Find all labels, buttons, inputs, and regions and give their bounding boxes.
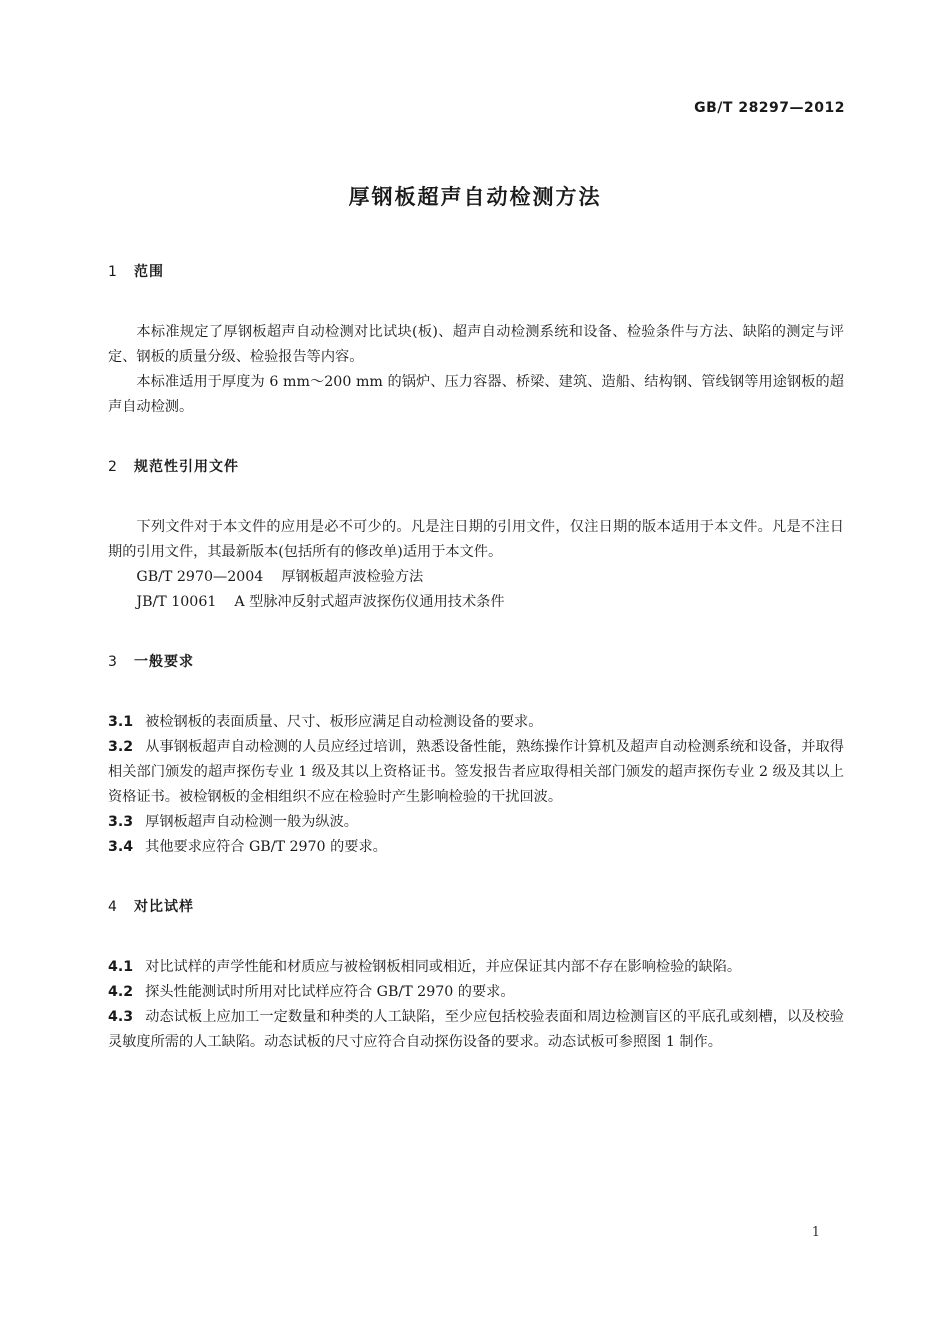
- clause-text: 对比试样的声学性能和材质应与被检钢板相同或相近，并应保证其内部不存在影响检验的缺陷。: [145, 959, 742, 975]
- paragraph: 下列文件对于本文件的应用是必不可少的。凡是注日期的引用文件，仅注日期的版本适用于本文件。凡是不注日期的引用文件，其最新版本(包括所有的修改单)适用于本文件。: [108, 519, 844, 560]
- section-title: 对比试样: [134, 899, 194, 915]
- reference-title: 厚钢板超声波检验方法: [281, 569, 424, 585]
- reference-code: JB/T 10061: [136, 594, 217, 610]
- clause: [108, 980, 844, 1005]
- clause: [108, 835, 844, 860]
- clause-number: 4.2: [108, 984, 134, 1000]
- clause: [108, 735, 844, 810]
- clause-number: 3.2: [108, 739, 134, 755]
- section-number: 1: [108, 264, 118, 280]
- clause-text: 动态试板上应加工一定数量和种类的人工缺陷，至少应包括校验表面和周边检测盲区的平底孔或刻槽，以及校验灵敏度所需的人工缺陷。动态试板的尺寸应符合自动探伤设备的要求。动态试板可参照图 1 制作。: [108, 1009, 844, 1050]
- clause-number: 4.1: [108, 959, 134, 975]
- clause-text: 厚钢板超声自动检测一般为纵波。: [145, 814, 358, 830]
- clause: [108, 955, 844, 980]
- page-number: 1: [811, 1225, 820, 1240]
- reference-title: A 型脉冲反射式超声波探伤仪通用技术条件: [234, 594, 505, 610]
- clause-text: 其他要求应符合 GB/T 2970 的要求。: [145, 839, 387, 855]
- clause-text: 被检钢板的表面质量、尺寸、板形应满足自动检测设备的要求。: [145, 714, 543, 730]
- clause-number: 4.3: [108, 1009, 134, 1025]
- standard-code: GB/T 28297—2012: [694, 100, 845, 116]
- section-title: 范围: [134, 264, 164, 280]
- clause: [108, 1005, 844, 1055]
- section-heading-4: [108, 897, 844, 917]
- document-title: 厚钢板超声自动检测方法: [348, 185, 602, 209]
- section-number: 2: [108, 459, 118, 475]
- section-title: 规范性引用文件: [134, 459, 239, 475]
- reference-item: [108, 590, 844, 615]
- section-title: 一般要求: [134, 654, 194, 670]
- section-heading-1: [108, 262, 844, 282]
- clause: [108, 810, 844, 835]
- clause-text: 探头性能测试时所用对比试样应符合 GB/T 2970 的要求。: [145, 984, 515, 1000]
- document-body: [108, 262, 844, 1055]
- clause-number: 3.3: [108, 814, 134, 830]
- reference-code: GB/T 2970—2004: [136, 569, 264, 585]
- reference-item: [108, 565, 844, 590]
- clause-number: 3.4: [108, 839, 134, 855]
- clause-number: 3.1: [108, 714, 134, 730]
- clause-text: 从事钢板超声自动检测的人员应经过培训，熟悉设备性能，熟练操作计算机及超声自动检测系统和设备，并取得相关部门颁发的超声探伤专业 1 级及其以上资格证书。签发报告者应取得相关部门颁发的超声探伤专业 2 级及其以上资格证书。被检钢板的金相组织不应在检验时产生影响检验的干扰回波。: [108, 739, 844, 805]
- section-heading-2: [108, 457, 844, 477]
- section-number: 4: [108, 899, 118, 915]
- section-heading-3: [108, 652, 844, 672]
- clause: [108, 710, 844, 735]
- section-number: 3: [108, 654, 118, 670]
- paragraph: 本标准适用于厚度为 6 mm～200 mm 的锅炉、压力容器、桥梁、建筑、造船、结构钢、管线钢等用途钢板的超声自动检测。: [108, 374, 844, 415]
- paragraph: 本标准规定了厚钢板超声自动检测对比试块(板)、超声自动检测系统和设备、检验条件与方法、缺陷的测定与评定、钢板的质量分级、检验报告等内容。: [108, 324, 844, 365]
